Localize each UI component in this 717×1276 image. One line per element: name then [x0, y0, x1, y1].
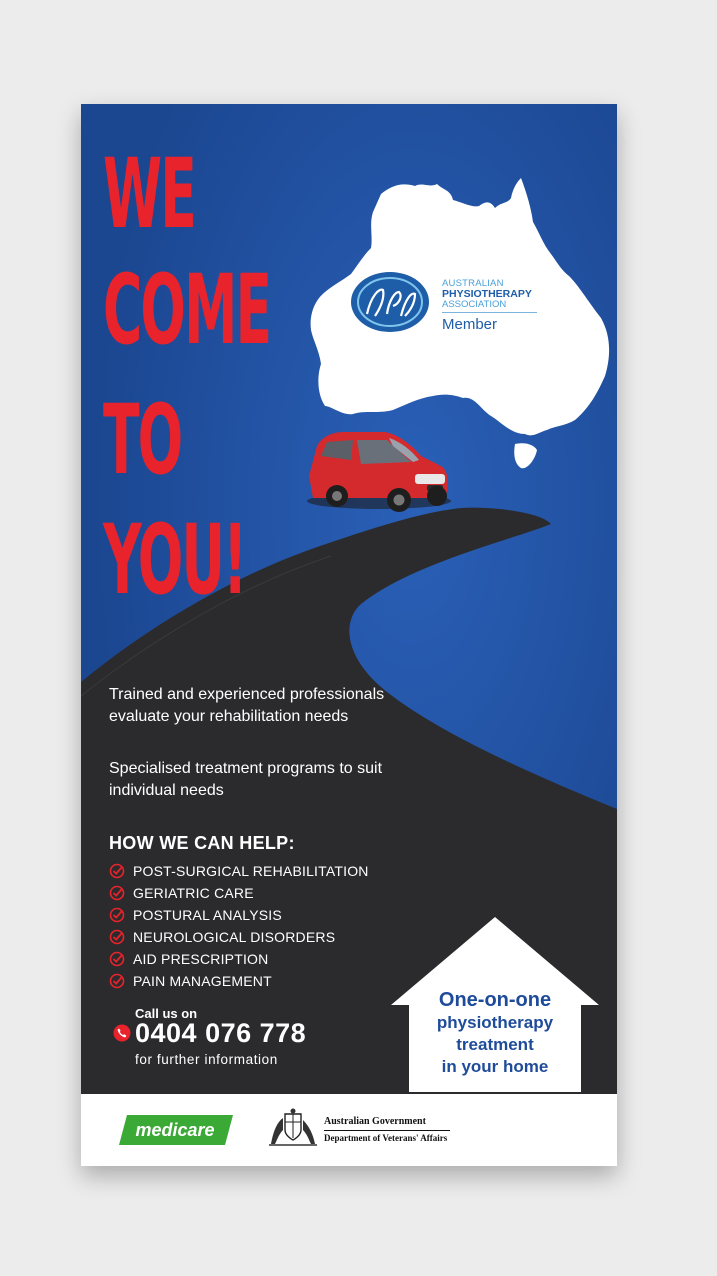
headline-come: COME	[103, 254, 271, 366]
headline-to: TO	[103, 384, 182, 496]
check-circle-icon	[109, 951, 125, 967]
check-circle-icon	[109, 885, 125, 901]
headline-we: WE	[103, 138, 195, 250]
callout-line-2: physiotherapy	[436, 1013, 554, 1032]
intro-paragraph-2: Specialised treatment programs to suit individual needs	[109, 760, 383, 799]
help-item-label: PAIN MANAGEMENT	[133, 973, 272, 989]
list-item	[109, 904, 369, 926]
check-circle-icon	[109, 973, 125, 989]
apa-text-australian: AUSTRALIAN	[442, 278, 504, 289]
callout-line-1: One-on-one	[438, 989, 552, 1011]
help-item-label: GERIATRIC CARE	[133, 885, 254, 901]
list-item	[109, 860, 369, 882]
coat-of-arms-icon	[267, 1108, 319, 1148]
gov-name: Australian Government	[324, 1116, 426, 1127]
help-item-label: AID PRESCRIPTION	[133, 951, 269, 967]
phone-icon	[113, 1024, 131, 1042]
call-label: Call us on	[135, 1006, 198, 1021]
help-item-label: POST-SURGICAL REHABILITATION	[133, 863, 369, 879]
further-info-text: for further information	[135, 1052, 278, 1067]
apa-member-badge	[349, 268, 549, 338]
list-item	[109, 926, 369, 948]
footer-logos	[81, 1094, 617, 1166]
apa-text-physiotherapy: PHYSIOTHERAPY	[442, 288, 532, 300]
help-item-label: NEUROLOGICAL DISORDERS	[133, 929, 336, 945]
apa-logo-icon	[349, 270, 431, 334]
help-item-label: POSTURAL ANALYSIS	[133, 907, 282, 923]
callout-line-3: treatment	[456, 1035, 534, 1054]
list-item	[109, 970, 369, 992]
check-circle-icon	[109, 907, 125, 923]
apa-text-association: ASSOCIATION	[442, 299, 507, 310]
apa-divider	[442, 312, 537, 313]
help-list	[109, 860, 369, 992]
medicare-logo	[119, 1115, 233, 1145]
apa-member-label: Member	[442, 316, 498, 333]
list-item	[109, 882, 369, 904]
flyer	[81, 104, 617, 1166]
callout-line-4: in your home	[441, 1057, 549, 1076]
phone-number[interactable]: 0404 076 778	[135, 1018, 307, 1048]
gov-department: Department of Veterans' Affairs	[324, 1133, 448, 1143]
check-circle-icon	[109, 929, 125, 945]
headline-you: YOU!	[103, 504, 246, 616]
list-item	[109, 948, 369, 970]
help-title: HOW WE CAN HELP:	[109, 833, 295, 853]
medicare-wordmark: medicare	[135, 1120, 215, 1140]
intro-paragraph-1: Trained and experienced professionals evaluate your rehabilitation needs	[109, 686, 385, 725]
check-circle-icon	[109, 863, 125, 879]
gov-divider	[324, 1130, 450, 1131]
home-treatment-callout	[399, 988, 591, 1078]
